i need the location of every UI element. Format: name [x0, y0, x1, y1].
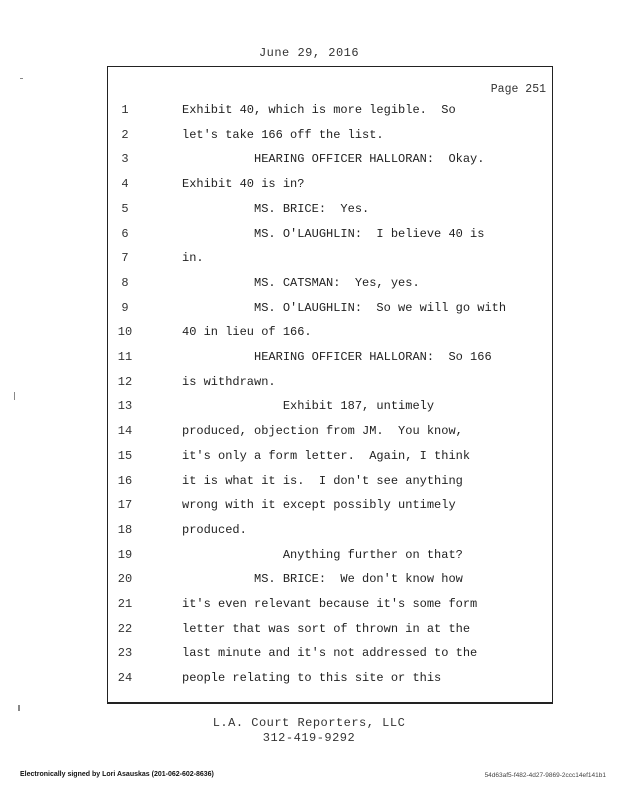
line-text: last minute and it's not addressed to the — [182, 646, 478, 661]
line-text: people relating to this site or this — [182, 671, 442, 686]
line-text: MS. O'LAUGHLIN: I believe 40 is — [182, 226, 485, 241]
line-number: 11 — [117, 350, 133, 364]
court-reporter-phone: 312-419-9292 — [262, 731, 356, 745]
line-number: 6 — [121, 226, 129, 241]
line-number: 17 — [117, 498, 133, 513]
transcript-line — [0, 227, 618, 247]
court-reporter-name: L.A. Court Reporters, LLC — [212, 716, 406, 730]
line-text: letter that was sort of thrown in at the — [182, 621, 471, 636]
line-number: 20 — [117, 572, 133, 587]
line-text: is withdrawn. — [182, 374, 276, 389]
line-text: MS. BRICE: Yes. — [182, 201, 370, 216]
electronic-signature: Electronically signed by Lori Asauskas (201-062-602-8636) — [20, 771, 214, 778]
line-text: Exhibit 187, untimely — [182, 399, 435, 414]
transcript-line — [0, 202, 618, 222]
line-number: 3 — [121, 152, 129, 167]
line-text: produced, objection from JM. You know, — [182, 424, 463, 439]
transcript-line — [0, 424, 618, 444]
line-number: 18 — [117, 522, 133, 537]
line-number: 7 — [121, 251, 129, 266]
line-text: 40 in lieu of 166. — [182, 325, 312, 340]
transcript-line — [0, 276, 618, 296]
transcript-line — [0, 671, 618, 691]
page-number: Page 251 — [490, 83, 546, 96]
line-text: produced. — [182, 522, 247, 537]
line-text: Anything further on that? — [182, 547, 463, 562]
line-number: 1 — [121, 103, 129, 117]
line-number: 4 — [121, 177, 129, 192]
line-number: 8 — [121, 275, 129, 290]
line-text: it is what it is. I don't see anything — [182, 473, 463, 488]
scan-speck — [18, 705, 20, 711]
line-text: Exhibit 40 is in? — [182, 177, 305, 192]
line-text: it's even relevant because it's some form — [182, 597, 478, 611]
scan-speck — [14, 392, 15, 400]
line-number: 14 — [117, 424, 133, 439]
line-number: 13 — [117, 399, 133, 414]
document-id: 54d63af5-f482-4d27-9869-2ccc14ef141b1 — [484, 772, 606, 779]
line-text: MS. BRICE: We don't know how — [182, 572, 463, 587]
transcript-line — [0, 375, 618, 395]
line-text: HEARING OFFICER HALLORAN: Okay. — [182, 152, 485, 167]
transcript-line — [0, 622, 618, 642]
scan-speck — [20, 78, 23, 79]
line-text: in. — [182, 251, 204, 266]
line-number: 16 — [117, 473, 133, 488]
line-number: 19 — [117, 547, 133, 562]
transcript-line — [0, 498, 618, 518]
line-number: 15 — [117, 448, 133, 463]
line-number: 10 — [117, 325, 133, 340]
line-text: HEARING OFFICER HALLORAN: So 166 — [182, 350, 492, 364]
transcript-line — [0, 301, 618, 321]
transcript-line — [0, 103, 618, 123]
line-number: 23 — [117, 646, 133, 661]
transcript-line — [0, 597, 618, 617]
transcript-line — [0, 325, 618, 345]
line-number: 5 — [121, 201, 129, 216]
line-text: MS. CATSMAN: Yes, yes. — [182, 275, 420, 290]
transcript-line — [0, 399, 618, 419]
transcript-line — [0, 523, 618, 543]
line-text: let's take 166 off the list. — [182, 127, 384, 142]
transcript-line — [0, 572, 618, 592]
line-number: 22 — [117, 621, 133, 636]
line-text: wrong with it except possibly untimely — [182, 498, 456, 513]
transcript-line — [0, 251, 618, 271]
line-text: Exhibit 40, which is more legible. So — [182, 103, 456, 117]
transcript-line — [0, 128, 618, 148]
transcript-line — [0, 646, 618, 666]
line-number: 12 — [117, 374, 133, 389]
line-text: MS. O'LAUGHLIN: So we will go with — [182, 300, 507, 315]
transcript-line — [0, 449, 618, 469]
line-number: 24 — [117, 671, 133, 686]
line-number: 2 — [121, 127, 129, 142]
transcript-date: June 29, 2016 — [258, 46, 360, 60]
line-number: 21 — [117, 597, 133, 611]
transcript-line — [0, 548, 618, 568]
transcript-line — [0, 474, 618, 494]
line-number: 9 — [121, 300, 129, 315]
transcript-line — [0, 350, 618, 370]
line-text: it's only a form letter. Again, I think — [182, 448, 471, 463]
transcript-line — [0, 152, 618, 172]
transcript-line — [0, 177, 618, 197]
